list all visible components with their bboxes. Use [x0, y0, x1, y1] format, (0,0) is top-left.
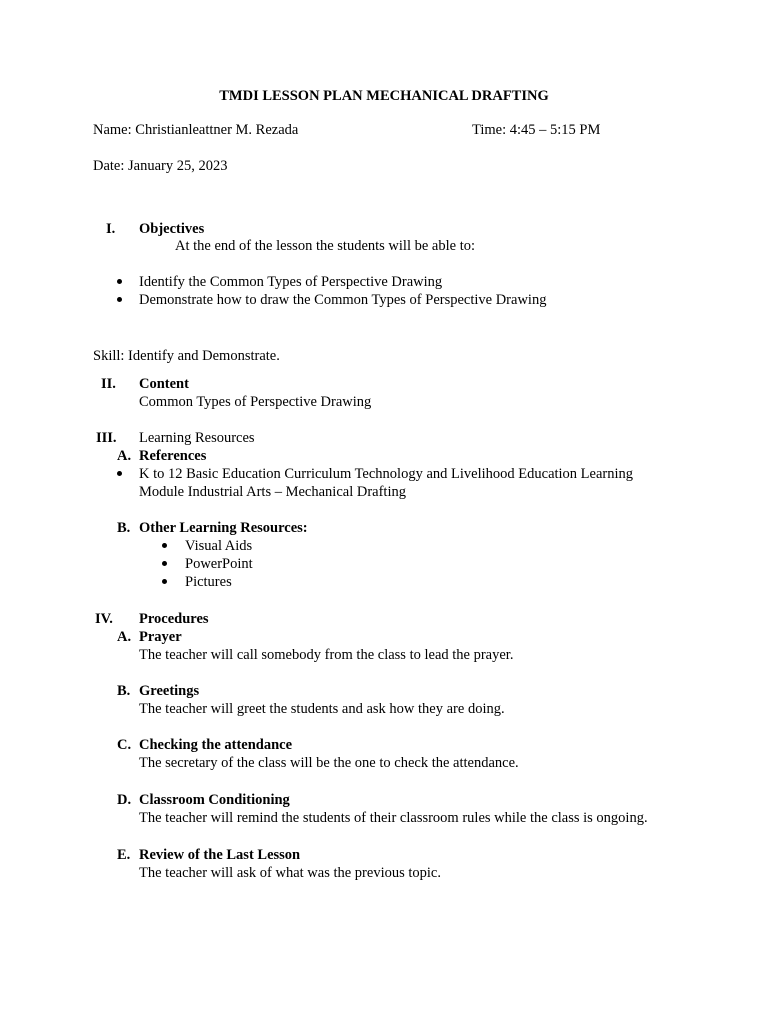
references-heading: References	[139, 448, 207, 464]
lesson-date: Date: January 25, 2023	[93, 158, 228, 174]
procedure-text: The teacher will ask of what was the previous topic.	[139, 865, 441, 881]
procedure-heading: Greetings	[139, 683, 200, 699]
procedure-heading: Checking the attendance	[139, 737, 293, 753]
document-title: TMDI LESSON PLAN MECHANICAL DRAFTING	[219, 88, 549, 104]
bullet-dot	[162, 543, 167, 548]
objective-item: Demonstrate how to draw the Common Types of Perspective Drawing	[139, 292, 547, 308]
section-1-numeral: I.	[106, 221, 116, 237]
skill-line: Skill: Identify and Demonstrate.	[93, 348, 280, 364]
procedure-text: The teacher will remind the students of their classroom rules while the class is ongoing.	[139, 810, 648, 826]
bullet-dot	[117, 471, 122, 476]
section-2-heading: Content	[139, 376, 189, 392]
section-1-heading: Objectives	[139, 221, 205, 237]
procedure-letter: C.	[117, 737, 132, 753]
teacher-name: Name: Christianleattner M. Rezada	[93, 122, 299, 138]
section-1-intro: At the end of the lesson the students will be able to:	[175, 238, 476, 254]
procedure-letter: D.	[117, 792, 132, 808]
reference-line-2: Module Industrial Arts – Mechanical Drafting	[139, 484, 406, 500]
procedure-text: The teacher will call somebody from the class to lead the prayer.	[139, 647, 514, 663]
section-2-text: Common Types of Perspective Drawing	[139, 394, 372, 410]
bullet-dot	[117, 279, 122, 284]
resource-item: Pictures	[185, 574, 232, 590]
section-2-numeral: II.	[101, 376, 116, 392]
procedure-text: The secretary of the class will be the one to check the attendance.	[139, 755, 519, 771]
bullet-dot	[162, 561, 167, 566]
procedure-text: The teacher will greet the students and ask how they are doing.	[139, 701, 505, 717]
section-4-heading: Procedures	[139, 611, 209, 627]
procedure-letter: A.	[117, 629, 132, 645]
bullet-dot	[117, 297, 122, 302]
section-4-numeral: IV.	[95, 611, 113, 627]
lesson-time: Time: 4:45 – 5:15 PM	[472, 122, 601, 138]
procedure-heading: Classroom Conditioning	[139, 792, 290, 808]
section-3-heading: Learning Resources	[139, 430, 255, 446]
subsection-letter: B.	[117, 520, 131, 536]
reference-line-1: K to 12 Basic Education Curriculum Technology and Livelihood Education Learning	[139, 466, 634, 482]
other-resources-heading: Other Learning Resources:	[139, 520, 308, 536]
resource-item: PowerPoint	[185, 556, 253, 572]
subsection-letter: A.	[117, 448, 132, 464]
procedure-heading: Prayer	[139, 629, 182, 645]
procedure-heading: Review of the Last Lesson	[139, 847, 301, 863]
objective-item: Identify the Common Types of Perspective Drawing	[139, 274, 443, 290]
section-3-numeral: III.	[96, 430, 117, 446]
resource-item: Visual Aids	[185, 538, 253, 554]
procedure-letter: E.	[117, 847, 131, 863]
procedure-letter: B.	[117, 683, 131, 699]
bullet-dot	[162, 579, 167, 584]
